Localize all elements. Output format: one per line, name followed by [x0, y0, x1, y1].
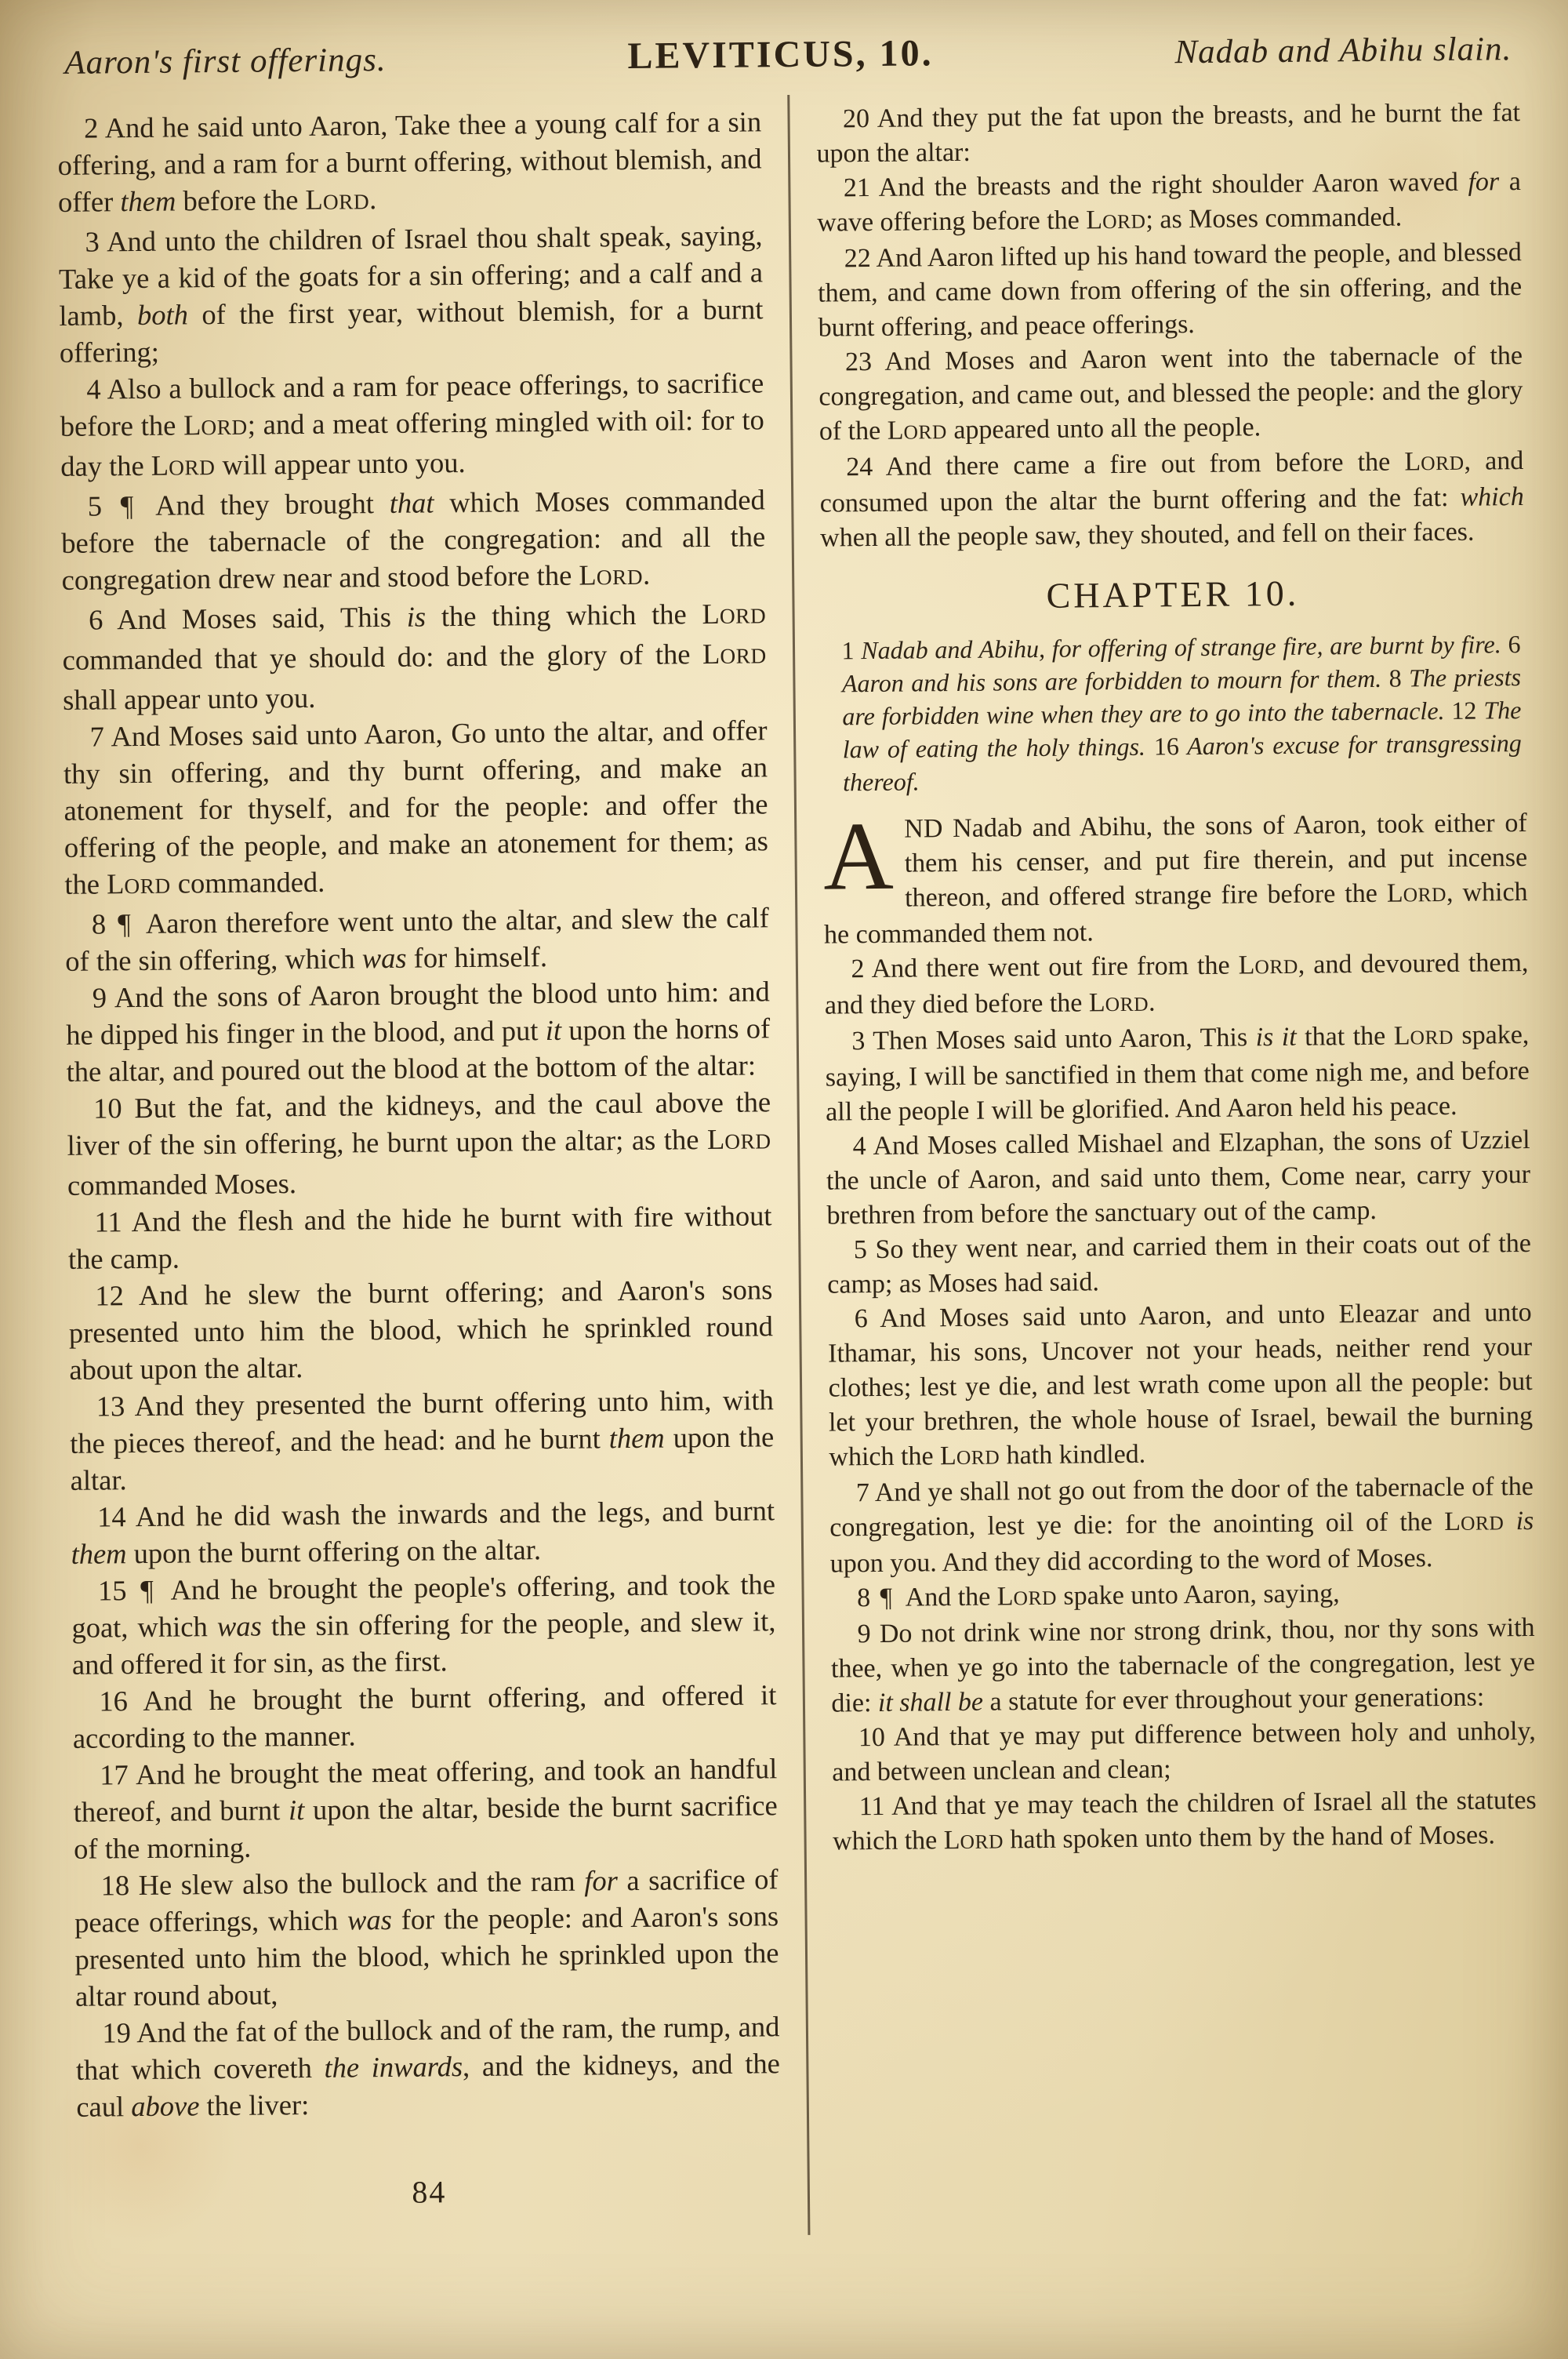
- left-column: [57, 103, 782, 2245]
- verse: 4 And Moses called Mishael and Elzaphan, the sons of Uzziel the uncle of Aaron, and said unto them, Come near, carry your brethren from before the sanctuary out of the camp.: [826, 1125, 1531, 1230]
- header-right-caption: Nadab and Abihu slain.: [1174, 31, 1512, 71]
- verse: 9 Do not drink wine nor strong drink, thou, nor thy sons with thee, when ye go into the tabernacle of the congregation, lest ye die: it shall be a statute for ever throughout your generations:: [830, 1612, 1536, 1718]
- chapter-summary: 1 Nadab and Abihu, for offering of strange fire, are burnt by fire. 6 Aaron and his sons are forbidden to mourn for them. 8 The priests are forbidden wine when they are to go into the tabernacle. 12 The law of eating the holy things. 16 Aaron's excuse for transgressing thereof.: [841, 630, 1522, 797]
- leviticus-9-verses-20-24: [816, 96, 1525, 556]
- verse: 6 And Moses said, This is the thing which the LORD commanded that ye should do: and the glory of the LORD shall appear unto you.: [62, 597, 767, 716]
- verse: 18 He slew also the bullock and the ram for a sacrifice of peace offerings, which was for the people: and Aaron's sons presented unto him the blood, which he sprinkled upon the altar round about,: [74, 1863, 779, 2012]
- page-title: LEVITICUS, 10.: [627, 32, 934, 77]
- verse: 10 And that ye may put difference between holy and unholy, and between unclean and clean;: [832, 1716, 1537, 1787]
- verse: 8 ¶ And the LORD spake unto Aaron, saying,: [856, 1579, 1340, 1613]
- verse: 24 And there came a fire out from before the LORD, and consumed upon the altar the burnt offering and the fat: which when all the people saw, they shouted, and fell on their faces.: [819, 446, 1524, 553]
- verse: 2 And there went out fire from the LORD, and devoured them, and they died before the LORD.: [824, 947, 1529, 1020]
- column-divider-rule: [787, 95, 810, 2235]
- verse: 22 And Aaron lifted up his hand toward the people, and blessed them, and came down from offering of the sin offering, and the burnt offering, and peace offerings.: [818, 238, 1523, 343]
- leviticus-10-verses-2-11: [824, 946, 1537, 1861]
- drop-cap-letter: A: [822, 801, 895, 911]
- verse: 7 And Moses said unto Aaron, Go unto the altar, and offer thy sin offering, and thy burnt offering, and make an atonement for thyself, and for the people: and offer the offering of the people, and make an atonement for them; as the LORD commanded.: [63, 714, 769, 900]
- chapter-10-verse-1-text: ND Nadab and Abihu, the sons of Aaron, took either of them his censer, and put fire therein, and put incense thereon, and offered strange fire before the LORD, which he commanded them not.: [823, 808, 1528, 950]
- leviticus-9-verses-2-19: [57, 103, 781, 2125]
- verse: 11 And the flesh and the hide he burnt with fire without the camp.: [67, 1199, 772, 1275]
- verse: 15 ¶ And he brought the people's offering, and took the goat, which was the sin offering for the people, and slew it, and offered it for sin, as the first.: [71, 1568, 776, 1681]
- verse: 21 And the breasts and the right shoulder Aaron waved for a wave offering before the LORD; as Moses commanded.: [817, 167, 1522, 238]
- two-column-text-block: [57, 96, 1541, 2245]
- chapter-heading: CHAPTER 10.: [1046, 572, 1300, 616]
- header-left-caption: Aaron's first offerings.: [64, 41, 387, 82]
- verse: 4 Also a bullock and a ram for peace offerings, to sacrifice before the LORD; and a meat offering mingled with oil: for to day the LORD will appear unto you.: [60, 366, 764, 482]
- chapter-10-verse-1: [822, 801, 1529, 953]
- verse: 5 ¶ And they brought that which Moses commanded before the tabernacle of the congregation: and all the congregation drew near and stood before the LORD.: [61, 483, 766, 596]
- verse: 5 So they went near, and carried them in their coats out of the camp; as Moses had said.: [827, 1228, 1532, 1299]
- verse: 7 And ye shall not go out from the door of the tabernacle of the congregation, lest ye die: for the anointing oil of the LORD is upon you. And they did according to the word of Moses.: [829, 1471, 1534, 1579]
- verse: 20 And they put the fat upon the breasts, and he burnt the fat upon the altar:: [816, 98, 1521, 169]
- verse: 23 And Moses and Aaron went into the tabernacle of the congregation, and came out, and blessed the people: and the glory of the LORD appeared unto all the people.: [818, 341, 1523, 446]
- verse: 13 And they presented the burnt offering unto him, with the pieces thereof, and the head: and he burnt them upon the altar.: [70, 1383, 775, 1496]
- verse: 9 And the sons of Aaron brought the blood unto him: and he dipped his finger in the blood, and put it upon the horns of the altar, and poured out the blood at the bottom of the altar:: [66, 975, 771, 1088]
- verse: 11 And that ye may teach the children of Israel all the statutes which the LORD hath spoken unto them by the hand of Moses.: [832, 1785, 1537, 1856]
- page-number: 84: [412, 2174, 447, 2210]
- verse: 16 And he brought the burnt offering, and offered it according to the manner.: [72, 1678, 777, 1754]
- verse: 10 But the fat, and the kidneys, and the caul above the liver of the sin offering, he burnt upon the altar; as the LORD commanded Moses.: [67, 1085, 771, 1201]
- verse: 14 And he did wash the inwards and the legs, and burnt them upon the burnt offering on the altar.: [71, 1494, 775, 1570]
- verse: 17 And he brought the meat offering, and took an handful thereof, and burnt it upon the altar, beside the burnt sacrifice of the morning.: [73, 1752, 778, 1865]
- right-column: [816, 96, 1541, 2237]
- verse: 19 And the fat of the bullock and of the ram, the rump, and that which covereth the inwards, and the kidneys, and the caul above the liver:: [75, 2010, 781, 2123]
- verse: 12 And he slew the burnt offering; and Aaron's sons presented unto him the blood, which he sprinkled round about upon the altar.: [68, 1273, 774, 1386]
- verse: 3 Then Moses said unto Aaron, This is it that the LORD spake, saying, I will be sanctified in them that come nigh me, and before all the people I will be glorified. And Aaron held his peace.: [825, 1020, 1530, 1127]
- running-header: [56, 26, 1519, 83]
- verse: 2 And he said unto Aaron, Take thee a young calf for a sin offering, and a ram for a burnt offering, without blemish, and offer them before the LORD.: [57, 105, 762, 218]
- verse: 8 ¶ Aaron therefore went unto the altar, and slew the calf of the sin offering, which was for himself.: [65, 901, 770, 977]
- verse: 6 And Moses said unto Aaron, and unto Eleazar and unto Ithamar, his sons, Uncover not your heads, neither rend your clothes; lest ye die, and lest wrath come upon all the people: but let your brethren, the whole house of Israel, bewail the burning which the LORD hath kindled.: [827, 1297, 1534, 1472]
- page-content: [56, 26, 1541, 2245]
- verse: 3 And unto the children of Israel thou shalt speak, saying, Take ye a kid of the goats for a sin offering; and a calf and a lamb, both of the first year, without blemish, for a burnt offering;: [58, 219, 764, 369]
